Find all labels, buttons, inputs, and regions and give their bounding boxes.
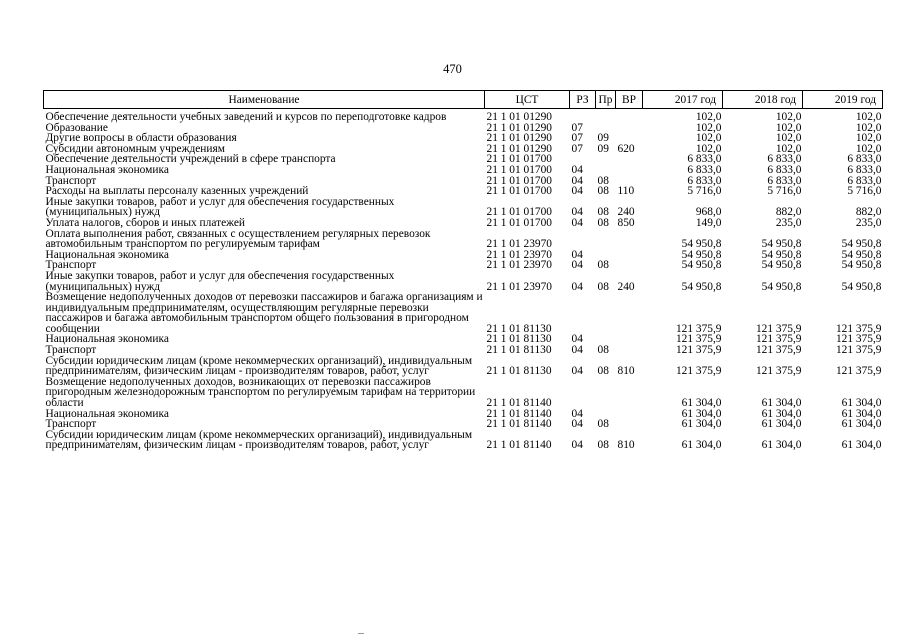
cell-cst: 21 1 01 81140: [486, 439, 552, 452]
cell-2018: 61 304,0: [761, 407, 802, 420]
cell-pr: [596, 154, 616, 165]
cell-name: Обеспечение деятельности учреждений в сфере транспорта: [45, 153, 336, 166]
cell-vr: [616, 154, 643, 165]
cell-cst: 21 1 01 81130: [486, 344, 552, 357]
cell-2018: 121 375,9: [755, 365, 802, 378]
cell-2017: 54 950,8: [681, 280, 722, 293]
cell-name: Субсидии юридическим лицам (кроме некоммерческих организаций), индивидуальным предпринимателям, физическим лицам - производителям товаров, работ, услуг: [45, 428, 473, 452]
cell-vr: [616, 409, 643, 420]
cell-2019: 54 950,8: [841, 238, 882, 251]
cell-cst: 21 1 01 01700: [486, 153, 552, 166]
cell-vr: [616, 165, 643, 176]
cell-name: Национальная экономика: [45, 407, 169, 420]
cell-pr: [596, 165, 616, 176]
cell-vr: [616, 260, 643, 271]
cell-pr: [596, 229, 616, 250]
cell-2019: 61 304,0: [841, 439, 882, 452]
cell-2017: 102,0: [695, 111, 722, 123]
cell-2018: 102,0: [775, 121, 802, 134]
cell-rz: 04: [571, 280, 583, 293]
cell-2019: 6 833,0: [847, 174, 882, 187]
cell-rz: [570, 109, 596, 123]
cell-cst: 21 1 01 01700: [486, 174, 552, 187]
cell-rz: 04: [571, 216, 583, 229]
cell-2018: 61 304,0: [761, 397, 802, 410]
cell-2018: 54 950,8: [761, 238, 802, 251]
cell-cst: 21 1 01 81140: [486, 418, 552, 431]
cell-vr: 850: [617, 216, 635, 229]
cell-rz: 04: [571, 248, 583, 261]
cell-rz: 04: [571, 259, 583, 272]
cell-2019: 54 950,8: [841, 259, 882, 272]
cell-vr: [616, 292, 643, 334]
cell-2018: 54 950,8: [761, 280, 802, 293]
table-row: [44, 409, 883, 420]
cell-pr: 09: [597, 132, 609, 145]
cell-cst: 21 1 01 23970: [486, 238, 552, 251]
table-row: [44, 250, 883, 261]
cell-pr: 08: [597, 344, 609, 357]
cell-vr: 810: [617, 439, 635, 452]
budget-table: [43, 90, 883, 451]
column-header-pr: Пр: [596, 91, 616, 109]
cell-rz: [570, 377, 596, 409]
cell-2019: 121 375,9: [835, 322, 882, 335]
table-row: [44, 218, 883, 229]
cell-2019: 54 950,8: [841, 248, 882, 261]
cell-pr: 09: [597, 142, 609, 155]
cell-2018: 121 375,9: [755, 322, 802, 335]
column-header-vr: ВР: [616, 91, 643, 109]
cell-pr: 08: [597, 206, 609, 219]
cell-2017: 61 304,0: [681, 418, 722, 431]
cell-2017: 5 716,0: [687, 185, 722, 198]
cell-2018: 6 833,0: [767, 163, 802, 176]
table-row: [44, 109, 883, 123]
cell-2019: 5 716,0: [847, 185, 882, 198]
cell-2018: 5 716,0: [767, 185, 802, 198]
cell-cst: 21 1 01 81130: [486, 365, 552, 378]
cell-name: Уплата налогов, сборов и иных платежей: [45, 216, 245, 229]
cell-2018: 235,0: [775, 216, 802, 229]
cell-rz: 04: [571, 333, 583, 346]
cell-2017: 61 304,0: [681, 407, 722, 420]
cell-2017: 6 833,0: [687, 153, 722, 166]
cell-pr: 08: [597, 259, 609, 272]
cell-name: Оплата выполнения работ, связанных с осуществлением регулярных перевозок автомобильным транспортом по регулируемым тарифам: [45, 227, 431, 251]
cell-pr: [596, 377, 616, 409]
cell-2019: 61 304,0: [841, 407, 882, 420]
cell-pr: 08: [597, 280, 609, 293]
column-header-cst: ЦСТ: [485, 91, 570, 109]
page-number: 470: [443, 62, 462, 76]
cell-name: Субсидии автономным учреждениям: [45, 142, 225, 155]
cell-2018: 61 304,0: [761, 418, 802, 431]
cell-name: Субсидии юридическим лицам (кроме некоммерческих организаций), индивидуальным предпринимателям, физическим лицам - производителям товаров, работ, услуг: [45, 354, 473, 378]
table-row: [44, 377, 883, 409]
cell-rz: 04: [571, 174, 583, 187]
cell-2018: 882,0: [775, 206, 802, 219]
cell-2018: 6 833,0: [767, 153, 802, 166]
header-row: [44, 91, 883, 109]
cell-vr: [616, 250, 643, 261]
cell-2017: 102,0: [695, 121, 722, 134]
cell-name: Национальная экономика: [45, 333, 169, 346]
table-row: [44, 356, 883, 377]
cell-cst: 21 1 01 01700: [486, 206, 552, 219]
cell-rz: [570, 292, 596, 334]
cell-2019: 61 304,0: [841, 418, 882, 431]
cell-pr: 08: [597, 174, 609, 187]
cell-pr: 08: [597, 185, 609, 198]
table-row: [44, 271, 883, 292]
cell-name: Возмещение недополученных доходов, возникающих от перевозки пассажиров пригородным железнодорожным транспортом по регулируемым тарифам на территории области: [45, 375, 476, 410]
cell-vr: 810: [617, 365, 635, 378]
cell-2017: 54 950,8: [681, 259, 722, 272]
cell-2019: 102,0: [855, 132, 882, 145]
cell-rz: 04: [571, 439, 583, 452]
cell-rz: 07: [571, 132, 583, 145]
cell-2017: 61 304,0: [681, 439, 722, 452]
cell-rz: 04: [571, 418, 583, 431]
cell-2019: 6 833,0: [847, 163, 882, 176]
cell-name: Другие вопросы в области образования: [45, 132, 237, 145]
cell-cst: 21 1 01 81130: [486, 322, 552, 335]
cell-pr: 08: [597, 365, 609, 378]
cell-name: Транспорт: [45, 344, 97, 357]
cell-2017: 54 950,8: [681, 238, 722, 251]
cell-2018: 102,0: [775, 142, 802, 155]
cell-vr: [616, 334, 643, 345]
cell-vr: [616, 109, 643, 123]
cell-rz: 07: [571, 121, 583, 134]
cell-2017: 121 375,9: [675, 333, 722, 346]
table-body: [44, 109, 883, 452]
table-row: [44, 430, 883, 451]
cell-name: Обеспечение деятельности учебных заведений и курсов по переподготовке кадров: [45, 111, 447, 123]
cell-2019: 102,0: [855, 121, 882, 134]
cell-2019: 61 304,0: [841, 397, 882, 410]
cell-name: Транспорт: [45, 418, 97, 431]
cell-2018: 121 375,9: [755, 344, 802, 357]
cell-2019: 121 375,9: [835, 344, 882, 357]
cell-2018: 121 375,9: [755, 333, 802, 346]
cell-2017: 121 375,9: [675, 322, 722, 335]
cell-pr: 08: [597, 439, 609, 452]
cell-name: Национальная экономика: [45, 248, 169, 261]
cell-pr: 08: [597, 216, 609, 229]
cell-vr: [616, 345, 643, 356]
cell-rz: 04: [571, 185, 583, 198]
cell-rz: 07: [571, 142, 583, 155]
cell-2017: 54 950,8: [681, 248, 722, 261]
cell-2017: 102,0: [695, 142, 722, 155]
cell-pr: [596, 292, 616, 334]
cell-cst: 21 1 01 01290: [486, 142, 552, 155]
cell-name: Расходы на выплаты персоналу казенных учреждений: [45, 185, 309, 198]
cell-2017: 121 375,9: [675, 344, 722, 357]
cell-2019: 235,0: [855, 216, 882, 229]
scan-mark: [358, 633, 364, 634]
cell-2019: 102,0: [855, 142, 882, 155]
cell-2017: 149,0: [695, 216, 722, 229]
cell-name: Образование: [45, 121, 108, 134]
cell-2019: 6 833,0: [847, 153, 882, 166]
cell-rz: 04: [571, 407, 583, 420]
cell-vr: [616, 123, 643, 134]
cell-2019: 54 950,8: [841, 280, 882, 293]
cell-2017: 102,0: [695, 132, 722, 145]
cell-rz: 04: [571, 344, 583, 357]
cell-cst: 21 1 01 81130: [486, 333, 552, 346]
cell-cst: 21 1 01 01290: [486, 132, 552, 145]
table-row: [44, 197, 883, 218]
cell-cst: 21 1 01 81140: [486, 397, 552, 410]
column-header-2017: 2017 год: [643, 91, 723, 109]
column-header-rz: РЗ: [570, 91, 596, 109]
cell-2018: 54 950,8: [761, 259, 802, 272]
cell-2018: 102,0: [775, 111, 802, 123]
cell-2018: 61 304,0: [761, 439, 802, 452]
cell-2019: 102,0: [855, 111, 882, 123]
cell-2017: 121 375,9: [675, 365, 722, 378]
cell-2019: 121 375,9: [835, 365, 882, 378]
cell-cst: 21 1 01 23970: [486, 248, 552, 261]
cell-2017: 6 833,0: [687, 174, 722, 187]
cell-name: Иные закупки товаров, работ и услуг для обеспечения государственных (муниципальных) нужд: [45, 195, 395, 219]
cell-cst: 21 1 01 01290: [486, 111, 552, 123]
cell-cst: 21 1 01 23970: [486, 259, 552, 272]
cell-pr: [596, 109, 616, 123]
cell-cst: 21 1 01 81140: [486, 407, 552, 420]
cell-name: Транспорт: [45, 259, 97, 272]
cell-2017: 968,0: [695, 206, 722, 219]
cell-vr: 240: [617, 280, 635, 293]
cell-2017: 61 304,0: [681, 397, 722, 410]
table-row: [44, 165, 883, 176]
cell-2018: 54 950,8: [761, 248, 802, 261]
cell-vr: [616, 229, 643, 250]
cell-vr: 240: [617, 206, 635, 219]
cell-name: Возмещение недополученных доходов от перевозки пассажиров и багажа организациям и индивидуальным предпринимателям, осуществляющим регулярные перевозки пассажиров и багажа автомобильным транспортом общего пользования в пригородном сообщении: [45, 291, 483, 335]
column-header-2019: 2019 год: [803, 91, 883, 109]
cell-name: Иные закупки товаров, работ и услуг для обеспечения государственных (муниципальных) нужд: [45, 269, 395, 293]
cell-cst: 21 1 01 01290: [486, 121, 552, 134]
cell-cst: 21 1 01 23970: [486, 280, 552, 293]
cell-2019: 882,0: [855, 206, 882, 219]
cell-cst: 21 1 01 01700: [486, 216, 552, 229]
cell-pr: 08: [597, 418, 609, 431]
cell-rz: 04: [571, 206, 583, 219]
table-row: [44, 229, 883, 250]
column-header-name: Наименование: [44, 91, 485, 109]
cell-rz: 04: [571, 163, 583, 176]
cell-rz: 04: [571, 365, 583, 378]
cell-cst: 21 1 01 01700: [486, 185, 552, 198]
cell-name: Транспорт: [45, 174, 97, 187]
cell-2018: 102,0: [775, 132, 802, 145]
cell-vr: 110: [617, 185, 635, 198]
table-row: [44, 154, 883, 165]
cell-vr: [616, 419, 643, 430]
cell-vr: 620: [617, 142, 635, 155]
cell-2017: 6 833,0: [687, 163, 722, 176]
cell-2019: 121 375,9: [835, 333, 882, 346]
cell-name: Национальная экономика: [45, 163, 169, 176]
cell-vr: [616, 377, 643, 409]
table-row: [44, 292, 883, 334]
cell-cst: 21 1 01 01700: [486, 163, 552, 176]
column-header-2018: 2018 год: [723, 91, 803, 109]
cell-rz: [570, 229, 596, 250]
cell-2018: 6 833,0: [767, 174, 802, 187]
